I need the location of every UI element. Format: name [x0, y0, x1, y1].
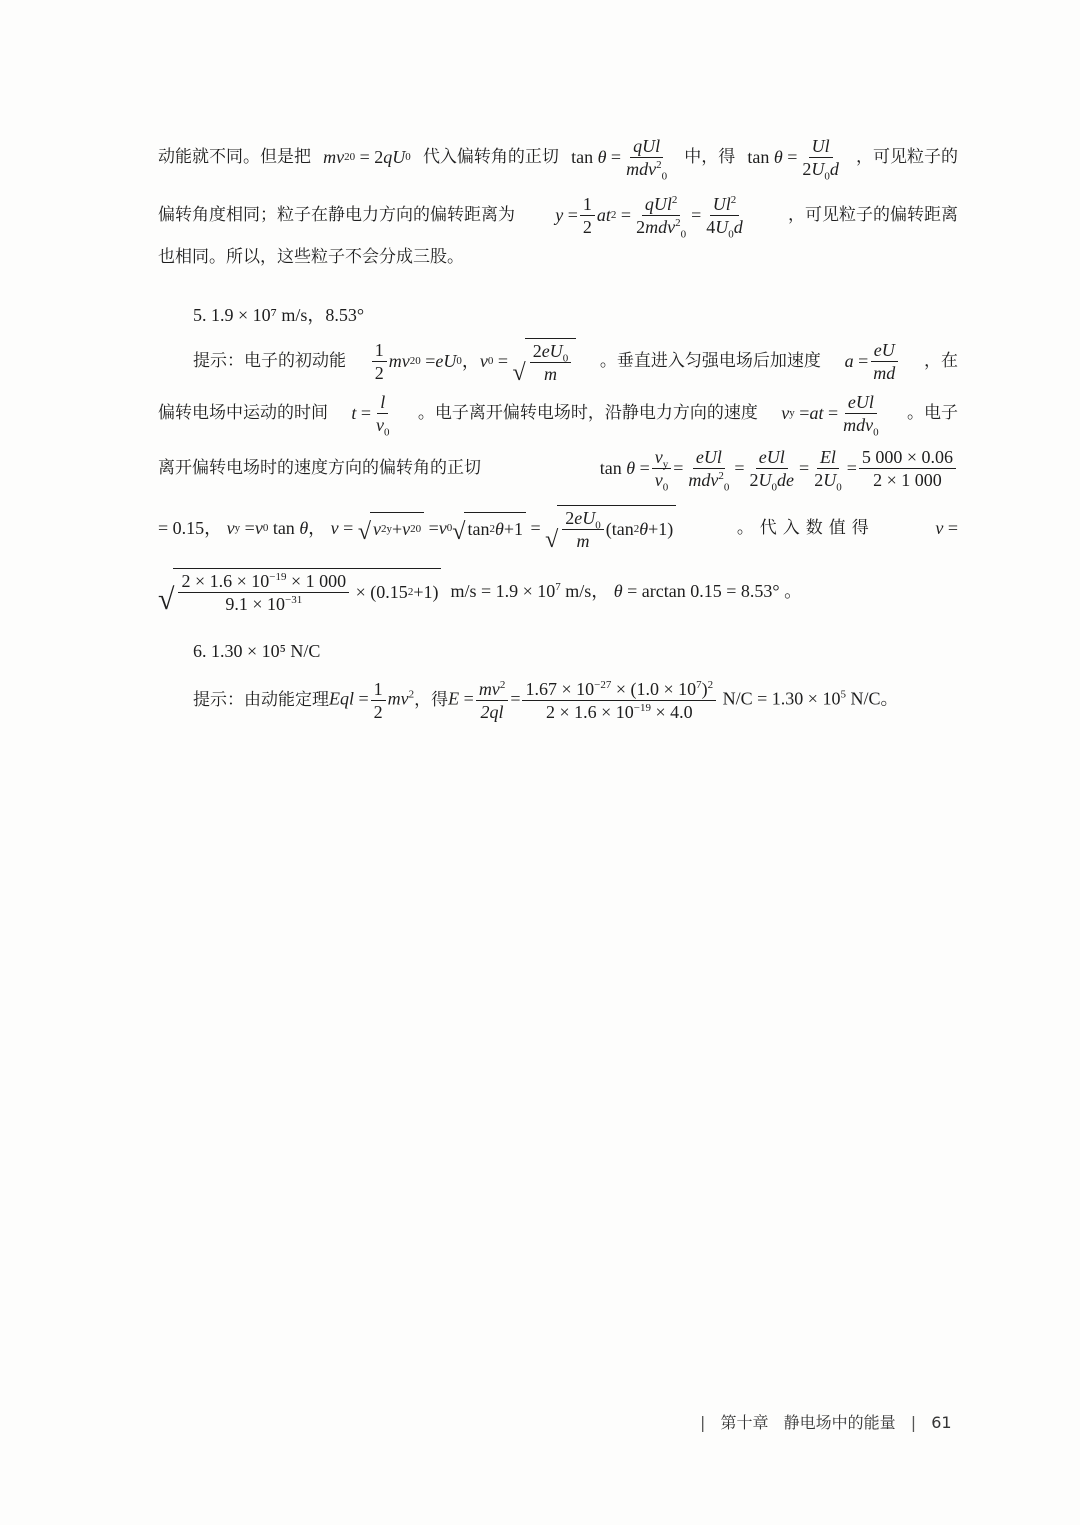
footer-chapter-title: 静电场中的能量 [783, 1413, 896, 1432]
paragraph-line-3: 也相同。所以，这些粒子不会分成三股。 [158, 247, 464, 267]
formula: tan θ = $\frac{Ul}{2U_0d}$ [747, 135, 839, 183]
text-segment: 偏转角度相同；粒子在静电力方向的偏转距离为 [158, 205, 515, 225]
formula: $\frac{1}{2}$ mv 2 0 = eU 0 ， v 0 = √ $\frac{2eU_0}{m}$ [370, 338, 576, 385]
answer-5-header: 5. 1.9 × 10⁷ m/s，8.53° [193, 305, 365, 325]
text-segment: ，得 [414, 690, 449, 710]
text-segment: 偏转电场中运动的时间 [158, 403, 328, 423]
formula: v = [935, 518, 958, 538]
text-segment: 提示：由动能定理 [193, 690, 329, 710]
formula: t = $\frac{l}{v_0}$ [351, 391, 390, 439]
page-footer [700, 1410, 960, 1433]
paragraph-line-1 [158, 135, 958, 183]
answer-6-hint [193, 672, 958, 728]
footer-separator: | [910, 1413, 917, 1432]
formula: v y = at = $\frac{\text{eUl}}{mdv_0}$ [781, 391, 879, 439]
text-segment: 代入偏转角的正切 [422, 147, 559, 167]
answer-5-line-4 [158, 503, 958, 553]
footer-chapter: 第十章 [720, 1413, 769, 1432]
text-segment: 。代入数值得 [736, 518, 875, 538]
formula: mv 2 0 = 2 qU 0 [323, 147, 411, 167]
formula: tan θ = $\frac{v_y}{v_0}$ = $\frac{\text{eUl}}{mdv^2_0}$ = $\frac{\text{eUl}}{2U_0de}$ = $\frac{El}{2U_0}$ = $\frac{5 000 \times 0.06}{2 \times 1 000}$ [600, 446, 958, 491]
text-segment: ，可见粒子的 [856, 147, 958, 167]
footer-separator: | [700, 1413, 706, 1432]
text-segment: 动能就不同。但是把 [158, 147, 311, 167]
formula: E = $\frac{mv^2}{2ql}$ = $\frac{1.67 \times 10^{-27} \times (1.0 \times 10^7)^2}{2 \times 1.6 \times 10^{-19} \times 4.0}$ $N/C = 1.30 \times 10^5$ N/C。 [448, 678, 899, 722]
formula: Eql = $\frac{1}{2}$ $mv^2$ [329, 678, 415, 722]
formula: $m/s = 1.9 \times 10^7$ m/s， θ = arctan 0.15 = 8.53° 。 [441, 581, 803, 601]
text-segment: 。电子 [907, 403, 958, 423]
text-segment: 离开偏转电场时的速度方向的偏转角的正切 [158, 458, 481, 478]
text-segment: 。垂直进入匀强电场后加速度 [599, 351, 821, 371]
text-segment: ，可见粒子的偏转距离 [787, 205, 958, 225]
formula: = 0.15， v y = v 0 tan θ ， v = √ v 2 y + v 2 0 = v 0 √ tan 2 θ +1 = √ $\frac{2eU_0}{m}$ (tan 2 θ +1) [158, 505, 676, 552]
text-segment: 。电子离开偏转电场时，沿静电力方向的速度 [417, 403, 758, 423]
formula: √ $\frac{2 \times 1.6 \times 10^{-19} \times 1 000}{9.1 \times 10^{-31}}$ × (0.15 2 +1) [158, 568, 441, 615]
paragraph-line-2 [158, 190, 958, 240]
answer-5-line-3 [158, 442, 958, 494]
text-segment: 提示：电子的初动能 [193, 351, 346, 371]
text-segment: 中，得 [684, 147, 736, 167]
answer-5-line-5 [158, 560, 958, 622]
answer-5-line-2 [158, 388, 958, 438]
formula: y = $\frac{1}{2}$ at 2 = $\frac{qUl^2}{2mdv^2_0}$ = $\frac{Ul^2}{4U_0d}$ [555, 193, 743, 241]
answer-5-line-1 [193, 336, 958, 386]
text-segment: ，在 [923, 351, 958, 371]
formula: a = $\frac{eU}{md}$ [845, 339, 901, 384]
page-number: 61 [931, 1413, 952, 1432]
answer-6-header: 6. 1.30 × 10⁵ N/C [193, 641, 321, 661]
formula: tan θ = $\frac{\text{qUl}}{mdv^2_0}$ [571, 135, 668, 183]
